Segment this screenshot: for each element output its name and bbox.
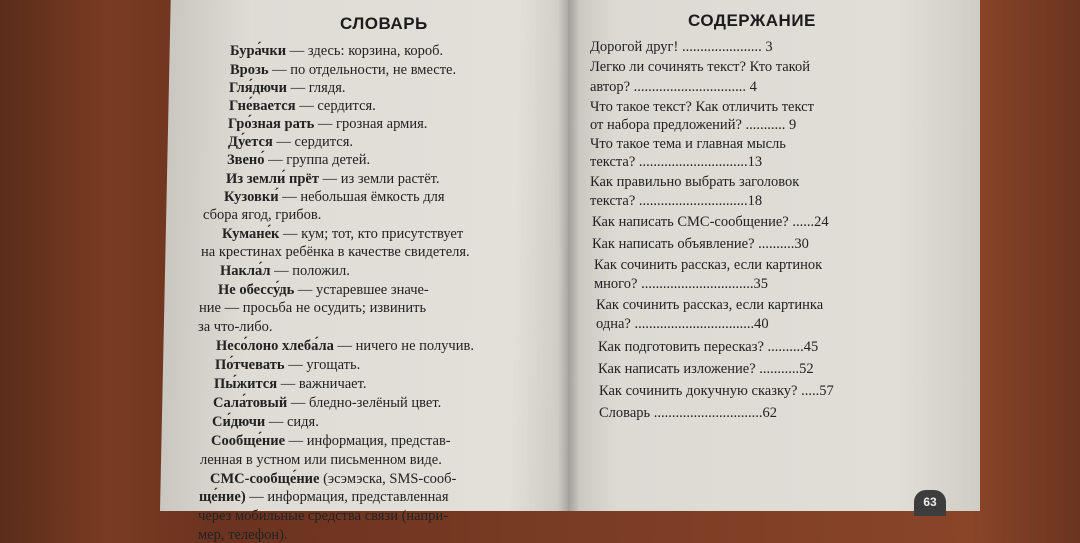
toc-line: Как написать СМС-сообщение? ......24 (592, 214, 829, 230)
toc-line: Как сочинить рассказ, если картинок (594, 257, 823, 273)
glossary-line: Накла́л — положил. (220, 263, 350, 279)
toc-line: текста? ..............................18 (590, 193, 763, 209)
toc-line: Легко ли сочинять текст? Кто такой (590, 59, 810, 75)
right-page (568, 0, 980, 511)
toc-line: одна? .................................40 (596, 316, 769, 332)
glossary-line: Кумане́к — кум; тот, кто присутствует (222, 226, 464, 242)
toc-line: от набора предложений? ........... 9 (590, 117, 797, 133)
glossary-line: за что-либо. (198, 319, 273, 335)
toc-line: Как написать изложение? ...........52 (598, 361, 814, 377)
glossary-line: мер, телефон). (198, 527, 288, 543)
toc-line: Как написать объявление? ..........30 (592, 236, 809, 252)
toc-line: много? ...............................35 (594, 276, 768, 292)
toc-line: Что такое тема и главная мысль (590, 136, 786, 152)
glossary-line: По́тчевать — угощать. (215, 357, 361, 373)
glossary-line: Гне́вается — сердится. (229, 98, 376, 114)
glossary-line: Несо́лоно хлеба́ла — ничего не получив. (216, 338, 474, 354)
toc-line: автор? ............................... 4 (590, 79, 757, 95)
glossary-line: Си́дючи — сидя. (212, 414, 319, 430)
glossary-line: Гро́зная рать — грозная армия. (228, 116, 428, 132)
glossary-line: Сала́товый — бледно-зелёный цвет. (213, 395, 442, 411)
contents-title: СОДЕРЖАНИЕ (688, 11, 816, 30)
glossary-title: СЛОВАРЬ (340, 14, 428, 33)
glossary-line: Звено́ — группа детей. (227, 152, 371, 168)
glossary-line: сбора ягод, грибов. (203, 207, 322, 223)
toc-line: Дорогой друг! ...................... 3 (590, 39, 773, 55)
glossary-line: Ду́ется — сердится. (228, 134, 354, 150)
toc-line: Как подготовить пересказ? ..........45 (598, 339, 819, 355)
glossary-line: Пы́жится — важничает. (214, 376, 367, 392)
glossary-line: СМС-сообще́ние (эсэмэска, SMS-сооб- (210, 471, 457, 487)
glossary-line: Бура́чки — здесь: корзина, короб. (230, 43, 444, 59)
toc-line: Как правильно выбрать заголовок (590, 174, 800, 190)
glossary-line: ще́ние) — информация, представленная (199, 489, 449, 505)
book-gutter (558, 0, 580, 511)
toc-line: Как сочинить докучную сказку? .....57 (599, 383, 834, 399)
toc-line: Как сочинить рассказ, если картинка (596, 297, 824, 313)
glossary-line: Врозь — по отдельности, не вместе. (230, 62, 457, 78)
glossary-line: Из земли́ прёт — из земли растёт. (226, 171, 440, 187)
toc-line: Что такое текст? Как отличить текст (590, 99, 814, 115)
glossary-line: на крестинах ребёнка в качестве свидетеля. (201, 244, 470, 260)
toc-line: текста? ..............................13 (590, 154, 763, 170)
glossary-line: Гля́дючи — глядя. (229, 80, 346, 96)
glossary-line: через мобильные средства связи (напри- (198, 508, 449, 524)
glossary-line: Не обессу́дь — устаревшее значе- (218, 282, 429, 298)
toc-line: Словарь ..............................62 (599, 405, 777, 421)
glossary-line: Кузовки́ — небольшая ёмкость для (224, 189, 445, 205)
page-number: 63 (914, 490, 946, 516)
glossary-line: ленная в устном или письменном виде. (200, 452, 442, 468)
glossary-line: Сообще́ние — информация, представ- (211, 433, 451, 449)
glossary-line: ние — просьба не осудить; извинить (199, 300, 427, 316)
